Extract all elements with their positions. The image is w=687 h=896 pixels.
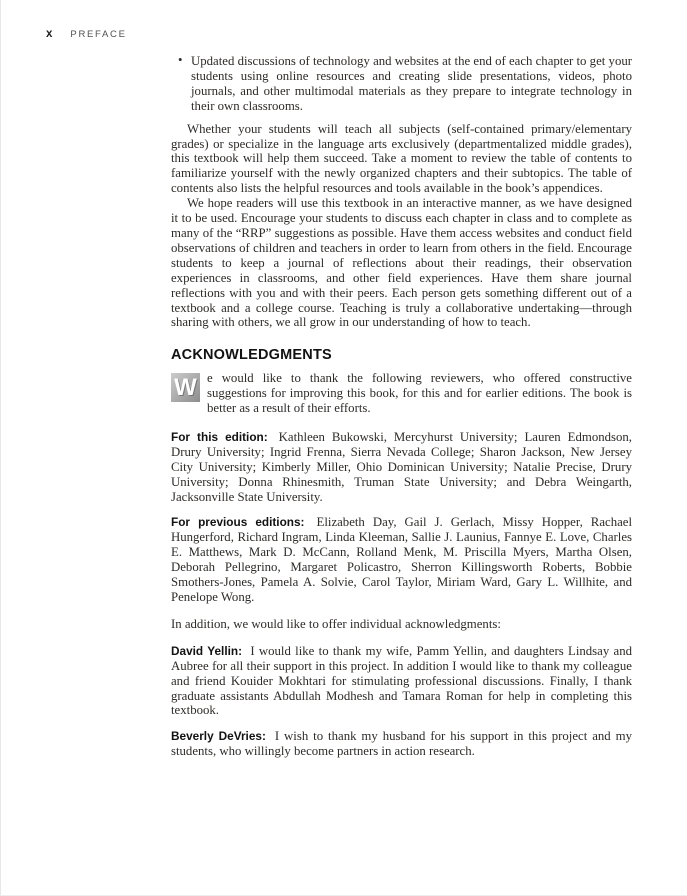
individual-acknowledgments-intro: In addition, we would like to offer individual acknowledgments: (171, 616, 501, 631)
acknowledgments-heading: ACKNOWLEDGMENTS (171, 347, 332, 364)
page-number: x (46, 28, 53, 40)
reviewers-previous-editions (171, 515, 632, 604)
beverly-devries-acknowledgment (171, 729, 632, 759)
paragraph-overview: Whether your students will teach all subjects (self-contained primary/elementary grades) or specialize in the language arts exclusively (departmentalized middle grades), this textbook will help them succeed. Take a moment to review the table of contents to familiarize yourself with the newly organized chapters and their subtopics. The table of contents also lists the helpful resources and tools available in the book’s appendices. (171, 121, 632, 196)
this-edition-text: Kathleen Bukowski, Mercyhurst University; Lauren Edmondson, Drury University; Ingrid Frenna, Sierra Nevada College; Sharon Jackson, New Jersey City University; Kimberly Miller, Ohio Dominican University; Natalie Precise, Drury University; Donna Rhinesmith, Truman State University; and Debra Weingarth, Jacksonville State University. (171, 429, 633, 504)
running-header (46, 28, 127, 40)
david-yellin-acknowledgment (171, 644, 632, 719)
bullet-icon: • (178, 53, 183, 67)
previous-editions-label: For previous editions: (171, 515, 305, 530)
acknowledgments-intro (171, 371, 632, 416)
paragraph-usage: We hope readers will use this textbook in an interactive manner, as we have designed it to be used. Encourage your students to discuss each chapter in class and to complete as many of the “RRP” suggestions as possible. Have them access websites and conduct field observations of children and teachers in order to learn from others in the field. Encourage students to keep a journal of reflections about their readings, their observation experiences in classrooms, and other field experiences. Have them share journal reflections with you and with their peers. Each person gets something different out of a textbook and a college course. Teaching is truly a collaborative undertaking—through sharing with others, we all grow in our understanding of how to teach. (171, 196, 632, 330)
david-yellin-text: I would like to thank my wife, Pamm Yellin, and daughters Lindsay and Aubree for all their support in this project. In addition I would like to thank my colleague and friend Kouider Mokhtari for stimulating professional discussions. Finally, I thank graduate assistants Abdullah Modhesh and Tamara Roman for help in completing this textbook. (171, 643, 632, 718)
beverly-devries-text: I wish to thank my husband for his support in this project and my students, who willingly become partners in action research. (171, 729, 632, 759)
beverly-devries-label: Beverly DeVries: (171, 729, 266, 744)
running-title: PREFACE (70, 29, 127, 40)
reviewers-this-edition (171, 430, 632, 505)
david-yellin-label: David Yellin: (171, 643, 243, 658)
bullet-item-text: Updated discussions of technology and websites at the end of each chapter to get your students using online resources and creating slide presentations, videos, photo journals, and other multimodal materials as they prepare to integrate technology in their own classrooms. (191, 54, 632, 113)
this-edition-label: For this edition: (171, 429, 268, 444)
previous-editions-text: Elizabeth Day, Gail J. Gerlach, Missy Hopper, Rachael Hungerford, Richard Ingram, Linda Kleeman, Sallie J. Launius, Fannye E. Love, Charles E. Matthews, Mark D. McCann, Rolland Menk, M. Priscilla Myers, Martha Olsen, Deborah Pellegrino, Margaret Policastro, Sherron Killingsworth Roberts, Bobbie Smothers-Jones, Pamela A. Solvie, Carol Taylor, Miriam Ward, Gary L. Willhite, and Penelope Wong. (171, 515, 633, 604)
page-content (171, 54, 632, 770)
bullet-list-item (171, 54, 632, 114)
acknowledgments-intro-text: e would like to thank the following reviewers, who offered constructive suggestions for improving this book, for this and for earlier editions. The book is better as a result of their efforts. (207, 371, 632, 416)
dropcap-initial: W (171, 373, 200, 402)
